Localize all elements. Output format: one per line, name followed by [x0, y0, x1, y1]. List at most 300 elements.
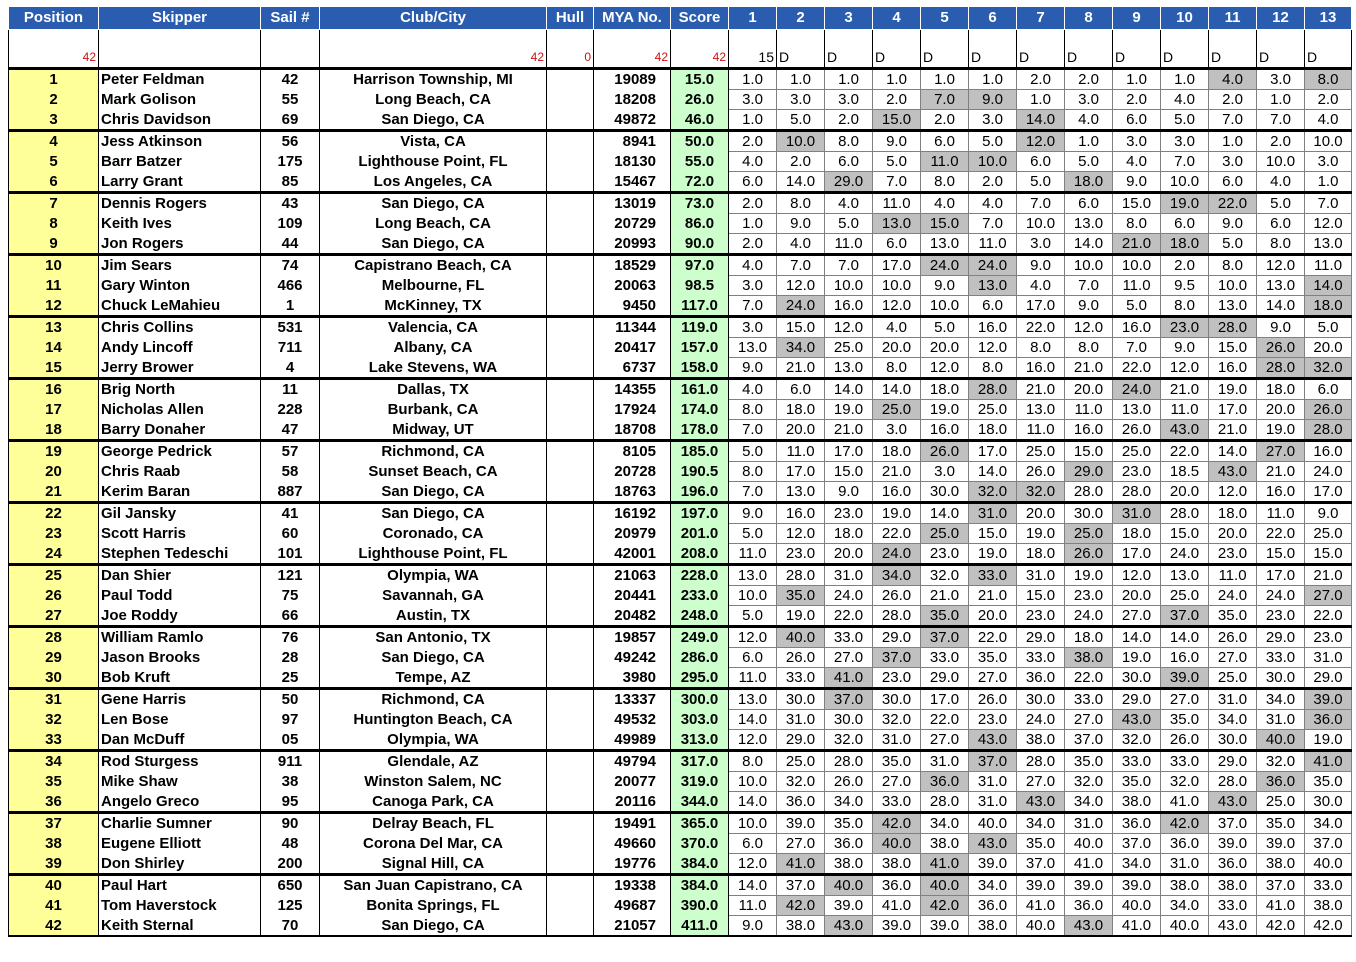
race-result-cell: 22.0	[1209, 193, 1257, 214]
race-result-cell: 11.0	[969, 234, 1017, 255]
race-result-cell: 21.0	[1161, 379, 1209, 400]
hull-cell	[547, 296, 594, 317]
race-result-cell: 41.0	[1113, 916, 1161, 937]
race-result-cell: 38.0	[921, 834, 969, 854]
race-result-cell: 17.0	[1017, 296, 1065, 317]
race-result-cell: 5.0	[1209, 234, 1257, 255]
race-result-cell: 3.0	[1017, 234, 1065, 255]
race-result-cell: 30.0	[1017, 689, 1065, 710]
race-result-cell: 13.0	[1017, 400, 1065, 420]
skipper-cell: Jerry Brower	[99, 358, 261, 379]
race-result-cell: 5.0	[1305, 317, 1352, 338]
race-result-cell: 31.0	[969, 772, 1017, 792]
club-cell: San Diego, CA	[320, 648, 547, 668]
race-result-cell: 3.0	[729, 317, 777, 338]
race-result-cell: 5.0	[873, 152, 921, 172]
sail-cell: 38	[261, 772, 320, 792]
race-result-cell: 39.0	[825, 896, 873, 916]
sail-cell: 60	[261, 524, 320, 544]
race-result-cell: 3.0	[1065, 90, 1113, 110]
club-cell: San Diego, CA	[320, 234, 547, 255]
race-result-cell: 20.0	[1257, 400, 1305, 420]
race-result-cell: 38.0	[1065, 648, 1113, 668]
race-result-cell: 33.0	[1209, 896, 1257, 916]
race-result-cell: 9.0	[729, 916, 777, 937]
race-result-cell: 16.0	[1161, 648, 1209, 668]
race-result-cell: 27.0	[1017, 772, 1065, 792]
race-result-cell: 20.0	[873, 338, 921, 358]
race-result-cell: 3.0	[921, 462, 969, 482]
race-result-cell: 8.0	[825, 131, 873, 152]
table-row	[9, 234, 1352, 255]
race-result-cell: 8.0	[1017, 338, 1065, 358]
table-row	[9, 255, 1352, 276]
club-cell: San Juan Capistrano, CA	[320, 875, 547, 896]
race-result-cell: 12.0	[1113, 565, 1161, 586]
summary-race: D	[1113, 30, 1161, 69]
score-cell: 201.0	[671, 524, 729, 544]
race-result-cell: 33.0	[1065, 689, 1113, 710]
race-result-cell: 21.0	[1113, 234, 1161, 255]
position-cell: 17	[9, 400, 99, 420]
race-result-cell: 2.0	[777, 152, 825, 172]
race-result-cell: 18.0	[1065, 627, 1113, 648]
race-result-cell: 7.0	[825, 255, 873, 276]
race-result-cell: 10.0	[969, 152, 1017, 172]
club-cell: San Antonio, TX	[320, 627, 547, 648]
hull-cell	[547, 689, 594, 710]
club-cell: Delray Beach, FL	[320, 813, 547, 834]
position-cell: 19	[9, 441, 99, 462]
race-result-cell: 5.0	[1017, 172, 1065, 193]
race-result-cell: 22.0	[1257, 524, 1305, 544]
sail-cell: 50	[261, 689, 320, 710]
position-cell: 12	[9, 296, 99, 317]
skipper-cell: Chuck LeMahieu	[99, 296, 261, 317]
race-result-cell: 33.0	[1017, 648, 1065, 668]
position-cell: 23	[9, 524, 99, 544]
hull-cell	[547, 751, 594, 772]
score-cell: 300.0	[671, 689, 729, 710]
table-row	[9, 524, 1352, 544]
race-result-cell: 5.0	[1113, 296, 1161, 317]
race-result-cell: 40.0	[1065, 834, 1113, 854]
hull-cell	[547, 400, 594, 420]
race-result-cell: 40.0	[1305, 854, 1352, 875]
skipper-cell: Barry Donaher	[99, 420, 261, 441]
club-cell: Signal Hill, CA	[320, 854, 547, 875]
club-cell: Huntington Beach, CA	[320, 710, 547, 730]
race-result-cell: 27.0	[777, 834, 825, 854]
race-result-cell: 15.0	[1209, 338, 1257, 358]
race-result-cell: 1.0	[921, 69, 969, 90]
race-result-cell: 42.0	[1161, 813, 1209, 834]
race-result-cell: 19.0	[1305, 730, 1352, 751]
race-result-cell: 21.0	[873, 462, 921, 482]
table-row	[9, 276, 1352, 296]
skipper-cell: Stephen Tedeschi	[99, 544, 261, 565]
sail-cell: 650	[261, 875, 320, 896]
skipper-cell: Dan Shier	[99, 565, 261, 586]
race-result-cell: 24.0	[1113, 379, 1161, 400]
race-result-cell: 21.0	[1017, 379, 1065, 400]
club-cell: Long Beach, CA	[320, 214, 547, 234]
position-cell: 6	[9, 172, 99, 193]
summary-hull: 0	[547, 30, 594, 69]
hull-cell	[547, 379, 594, 400]
race-result-cell: 2.0	[825, 110, 873, 131]
club-cell: Lake Stevens, WA	[320, 358, 547, 379]
race-result-cell: 42.0	[1305, 916, 1352, 937]
table-row	[9, 462, 1352, 482]
score-cell: 157.0	[671, 338, 729, 358]
race-result-cell: 24.0	[777, 296, 825, 317]
race-result-cell: 4.0	[969, 193, 1017, 214]
hull-cell	[547, 276, 594, 296]
race-result-cell: 9.5	[1161, 276, 1209, 296]
table-row	[9, 751, 1352, 772]
race-result-cell: 37.0	[969, 751, 1017, 772]
race-result-cell: 26.0	[1161, 730, 1209, 751]
club-cell: Lighthouse Point, FL	[320, 152, 547, 172]
race-result-cell: 6.0	[1113, 110, 1161, 131]
race-result-cell: 43.0	[1209, 462, 1257, 482]
race-result-cell: 27.0	[1065, 710, 1113, 730]
position-cell: 34	[9, 751, 99, 772]
race-result-cell: 29.0	[1257, 627, 1305, 648]
summary-position: 42	[9, 30, 99, 69]
race-result-cell: 23.0	[1209, 544, 1257, 565]
race-result-cell: 11.0	[921, 152, 969, 172]
race-result-cell: 20.0	[1161, 482, 1209, 503]
skipper-cell: Jim Sears	[99, 255, 261, 276]
race-result-cell: 13.0	[1209, 296, 1257, 317]
summary-race: D	[1017, 30, 1065, 69]
race-result-cell: 16.0	[1065, 420, 1113, 441]
position-cell: 26	[9, 586, 99, 606]
mya-cell: 20077	[594, 772, 671, 792]
race-result-cell: 33.0	[777, 668, 825, 689]
hull-cell	[547, 90, 594, 110]
race-result-cell: 20.0	[1065, 379, 1113, 400]
table-row	[9, 627, 1352, 648]
race-result-cell: 3.0	[1161, 131, 1209, 152]
race-result-cell: 14.0	[1257, 296, 1305, 317]
race-result-cell: 7.0	[1305, 193, 1352, 214]
race-result-cell: 36.0	[969, 896, 1017, 916]
race-result-cell: 34.0	[921, 813, 969, 834]
race-result-cell: 29.0	[921, 668, 969, 689]
race-result-cell: 35.0	[777, 586, 825, 606]
race-result-cell: 27.0	[825, 648, 873, 668]
race-result-cell: 6.0	[1161, 214, 1209, 234]
column-header: Sail #	[261, 7, 320, 30]
race-result-cell: 3.0	[1305, 152, 1352, 172]
race-result-cell: 16.0	[1113, 317, 1161, 338]
skipper-cell: Charlie Sumner	[99, 813, 261, 834]
race-result-cell: 40.0	[1017, 916, 1065, 937]
race-result-cell: 34.0	[1017, 813, 1065, 834]
sail-cell: 69	[261, 110, 320, 131]
race-result-cell: 13.0	[873, 214, 921, 234]
skipper-cell: Peter Feldman	[99, 69, 261, 90]
race-result-cell: 39.0	[1065, 875, 1113, 896]
mya-cell: 18208	[594, 90, 671, 110]
hull-cell	[547, 792, 594, 813]
race-result-cell: 7.0	[1017, 193, 1065, 214]
race-result-cell: 20.0	[1209, 524, 1257, 544]
race-result-cell: 18.0	[777, 400, 825, 420]
race-result-cell: 33.0	[1113, 751, 1161, 772]
race-result-cell: 12.0	[1065, 317, 1113, 338]
race-result-cell: 43.0	[1209, 792, 1257, 813]
race-result-cell: 38.0	[873, 854, 921, 875]
race-result-cell: 23.0	[1257, 606, 1305, 627]
club-cell: Olympia, WA	[320, 730, 547, 751]
race-result-cell: 24.0	[1257, 586, 1305, 606]
race-result-cell: 21.0	[777, 358, 825, 379]
race-result-cell: 33.0	[825, 627, 873, 648]
race-result-cell: 32.0	[1065, 772, 1113, 792]
score-cell: 384.0	[671, 875, 729, 896]
race-result-cell: 1.0	[1065, 131, 1113, 152]
mya-cell: 49660	[594, 834, 671, 854]
sail-cell: 05	[261, 730, 320, 751]
race-result-cell: 13.0	[1257, 276, 1305, 296]
hull-cell	[547, 710, 594, 730]
race-result-cell: 29.0	[1017, 627, 1065, 648]
race-result-cell: 41.0	[777, 854, 825, 875]
race-result-cell: 26.0	[1017, 462, 1065, 482]
score-cell: 344.0	[671, 792, 729, 813]
race-result-cell: 11.0	[729, 668, 777, 689]
hull-cell	[547, 772, 594, 792]
race-result-cell: 40.0	[873, 834, 921, 854]
summary-club: 42	[320, 30, 547, 69]
race-result-cell: 12.0	[777, 524, 825, 544]
club-cell: Dallas, TX	[320, 379, 547, 400]
club-cell: San Diego, CA	[320, 193, 547, 214]
race-result-cell: 36.0	[1113, 813, 1161, 834]
race-result-cell: 6.0	[825, 152, 873, 172]
skipper-cell: Eugene Elliott	[99, 834, 261, 854]
hull-cell	[547, 565, 594, 586]
race-result-cell: 7.0	[729, 420, 777, 441]
score-cell: 233.0	[671, 586, 729, 606]
race-result-cell: 30.0	[777, 689, 825, 710]
table-row	[9, 131, 1352, 152]
race-result-cell: 26.0	[777, 648, 825, 668]
table-row	[9, 689, 1352, 710]
skipper-cell: Andy Lincoff	[99, 338, 261, 358]
race-result-cell: 14.0	[921, 503, 969, 524]
column-header: 10	[1161, 7, 1209, 30]
race-result-cell: 25.0	[921, 524, 969, 544]
mya-cell: 18708	[594, 420, 671, 441]
summary-race: 15	[729, 30, 777, 69]
score-cell: 197.0	[671, 503, 729, 524]
skipper-cell: Len Bose	[99, 710, 261, 730]
mya-cell: 13337	[594, 689, 671, 710]
race-result-cell: 4.0	[1065, 110, 1113, 131]
hull-cell	[547, 916, 594, 937]
skipper-cell: Don Shirley	[99, 854, 261, 875]
race-result-cell: 21.0	[921, 586, 969, 606]
race-result-cell: 35.0	[1113, 772, 1161, 792]
club-cell: Vista, CA	[320, 131, 547, 152]
race-result-cell: 39.0	[1113, 875, 1161, 896]
mya-cell: 49989	[594, 730, 671, 751]
skipper-cell: Angelo Greco	[99, 792, 261, 813]
sail-cell: 75	[261, 586, 320, 606]
hull-cell	[547, 234, 594, 255]
race-result-cell: 10.0	[873, 276, 921, 296]
race-result-cell: 34.0	[777, 338, 825, 358]
column-header: 9	[1113, 7, 1161, 30]
race-result-cell: 11.0	[1113, 276, 1161, 296]
race-result-cell: 41.0	[921, 854, 969, 875]
club-cell: Midway, UT	[320, 420, 547, 441]
race-result-cell: 29.0	[873, 627, 921, 648]
race-result-cell: 22.0	[1161, 441, 1209, 462]
club-cell: Savannah, GA	[320, 586, 547, 606]
race-result-cell: 6.0	[873, 234, 921, 255]
table-row	[9, 379, 1352, 400]
race-result-cell: 28.0	[921, 792, 969, 813]
sail-cell: 11	[261, 379, 320, 400]
race-result-cell: 8.0	[1305, 69, 1352, 90]
race-result-cell: 31.0	[1017, 565, 1065, 586]
race-result-cell: 42.0	[777, 896, 825, 916]
mya-cell: 19776	[594, 854, 671, 875]
race-result-cell: 21.0	[825, 420, 873, 441]
sail-cell: 101	[261, 544, 320, 565]
race-result-cell: 34.0	[825, 792, 873, 813]
race-result-cell: 18.0	[1257, 379, 1305, 400]
race-result-cell: 41.0	[1065, 854, 1113, 875]
race-result-cell: 20.0	[825, 544, 873, 565]
race-result-cell: 8.0	[729, 400, 777, 420]
position-cell: 40	[9, 875, 99, 896]
race-result-cell: 33.0	[969, 565, 1017, 586]
column-header: 3	[825, 7, 873, 30]
mya-cell: 14355	[594, 379, 671, 400]
race-result-cell: 24.0	[1305, 462, 1352, 482]
club-cell: San Diego, CA	[320, 916, 547, 937]
race-result-cell: 3.0	[969, 110, 1017, 131]
column-header: Position	[9, 7, 99, 30]
sail-cell: 466	[261, 276, 320, 296]
club-cell: Sunset Beach, CA	[320, 462, 547, 482]
sail-cell: 47	[261, 420, 320, 441]
mya-cell: 19338	[594, 875, 671, 896]
position-cell: 18	[9, 420, 99, 441]
skipper-cell: Dennis Rogers	[99, 193, 261, 214]
mya-cell: 6737	[594, 358, 671, 379]
race-result-cell: 31.0	[1209, 689, 1257, 710]
table-row	[9, 338, 1352, 358]
race-result-cell: 30.0	[921, 482, 969, 503]
skipper-cell: Dan McDuff	[99, 730, 261, 751]
summary-race: D	[969, 30, 1017, 69]
race-result-cell: 12.0	[873, 296, 921, 317]
race-result-cell: 4.0	[921, 193, 969, 214]
race-result-cell: 38.0	[1209, 875, 1257, 896]
race-result-cell: 18.0	[1161, 234, 1209, 255]
sail-cell: 76	[261, 627, 320, 648]
sail-cell: 56	[261, 131, 320, 152]
sail-cell: 74	[261, 255, 320, 276]
skipper-cell: Gene Harris	[99, 689, 261, 710]
race-result-cell: 2.0	[1209, 90, 1257, 110]
race-result-cell: 43.0	[1065, 916, 1113, 937]
race-result-cell: 23.0	[1017, 606, 1065, 627]
skipper-cell: Gary Winton	[99, 276, 261, 296]
race-result-cell: 33.0	[1305, 875, 1352, 896]
hull-cell	[547, 441, 594, 462]
skipper-cell: Chris Raab	[99, 462, 261, 482]
table-row	[9, 834, 1352, 854]
race-result-cell: 37.0	[1161, 606, 1209, 627]
race-result-cell: 30.0	[1257, 668, 1305, 689]
race-result-cell: 23.0	[873, 668, 921, 689]
race-result-cell: 27.0	[1161, 689, 1209, 710]
position-cell: 4	[9, 131, 99, 152]
score-cell: 117.0	[671, 296, 729, 317]
race-result-cell: 38.0	[1161, 875, 1209, 896]
club-cell: Glendale, AZ	[320, 751, 547, 772]
skipper-cell: Kerim Baran	[99, 482, 261, 503]
race-result-cell: 18.0	[969, 420, 1017, 441]
club-cell: Long Beach, CA	[320, 90, 547, 110]
race-result-cell: 17.0	[1305, 482, 1352, 503]
race-result-cell: 39.0	[1257, 834, 1305, 854]
race-result-cell: 23.0	[1161, 317, 1209, 338]
skipper-cell: Brig North	[99, 379, 261, 400]
race-result-cell: 32.0	[921, 565, 969, 586]
club-cell: Valencia, CA	[320, 317, 547, 338]
race-result-cell: 13.0	[1113, 400, 1161, 420]
race-result-cell: 12.0	[1305, 214, 1352, 234]
position-cell: 41	[9, 896, 99, 916]
club-cell: Lighthouse Point, FL	[320, 544, 547, 565]
race-result-cell: 25.0	[969, 400, 1017, 420]
race-result-cell: 10.0	[1065, 255, 1113, 276]
score-cell: 365.0	[671, 813, 729, 834]
score-cell: 248.0	[671, 606, 729, 627]
race-result-cell: 38.0	[1017, 730, 1065, 751]
race-result-cell: 22.0	[921, 710, 969, 730]
club-cell: Capistrano Beach, CA	[320, 255, 547, 276]
race-result-cell: 4.0	[1257, 172, 1305, 193]
mya-cell: 19089	[594, 69, 671, 90]
race-result-cell: 6.0	[1209, 172, 1257, 193]
race-result-cell: 7.0	[921, 90, 969, 110]
mya-cell: 19857	[594, 627, 671, 648]
score-cell: 98.5	[671, 276, 729, 296]
race-result-cell: 19.0	[1113, 648, 1161, 668]
race-result-cell: 9.0	[1305, 503, 1352, 524]
race-result-cell: 19.0	[1065, 565, 1113, 586]
race-result-cell: 6.0	[777, 379, 825, 400]
race-result-cell: 22.0	[873, 524, 921, 544]
club-cell: Bonita Springs, FL	[320, 896, 547, 916]
race-result-cell: 28.0	[1113, 482, 1161, 503]
race-result-cell: 28.0	[1017, 751, 1065, 772]
sail-cell: 531	[261, 317, 320, 338]
score-cell: 313.0	[671, 730, 729, 751]
race-result-cell: 36.0	[873, 875, 921, 896]
